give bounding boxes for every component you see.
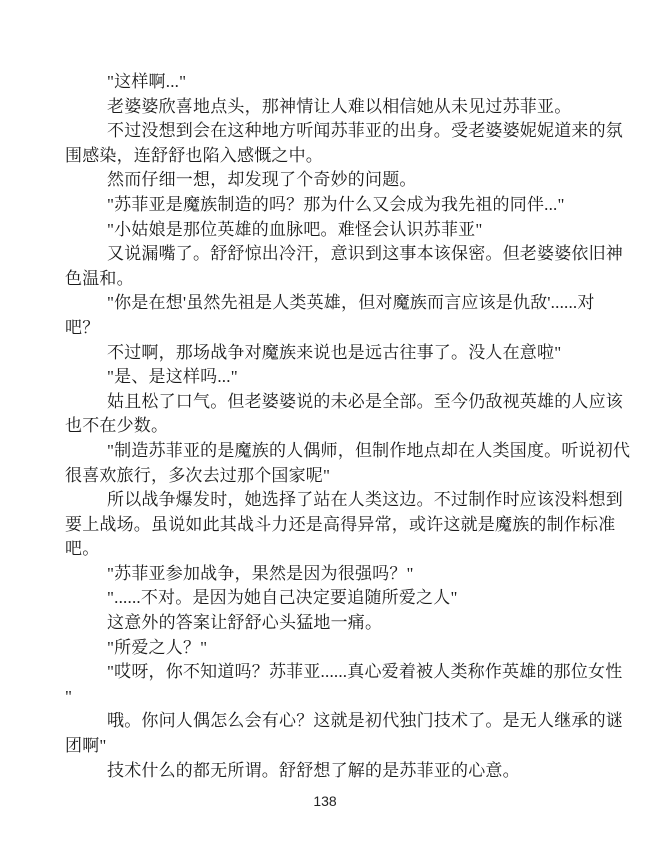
- text-line: 围感染，连舒舒也陷入感慨之中。: [65, 145, 323, 165]
- page-number: 138: [313, 793, 337, 809]
- text-line: "小姑娘是那位英雄的血脉吧。难怪会认识苏菲亚": [107, 219, 483, 239]
- text-line: 色温和。: [65, 268, 134, 288]
- text-line: "制造苏菲亚的是魔族的人偶师，但制作地点却在人类国度。听说初代: [107, 440, 631, 460]
- text-line: "哎呀，你不知道吗？苏菲亚......真心爱着被人类称作英雄的那位女性: [107, 662, 623, 682]
- text-line: 然而仔细一想，却发现了个奇妙的问题。: [107, 170, 417, 190]
- text-line: 姑且松了口气。但老婆婆说的未必是全部。至今仍敌视英雄的人应该: [107, 391, 623, 411]
- text-line: ": [65, 686, 73, 706]
- text-line: 不过没想到会在这种地方听闻苏菲亚的出身。受老婆婆妮妮道来的氛: [107, 121, 623, 141]
- text-line: "苏菲亚参加战争，果然是因为很强吗？": [107, 563, 414, 583]
- text-line: 不过啊，那场战争对魔族来说也是远古往事了。没人在意啦": [107, 342, 562, 362]
- text-line: "苏菲亚是魔族制造的吗？那为什么又会成为我先祖的同伴...": [107, 194, 565, 214]
- text-block: [65, 70, 631, 783]
- text-line: 老婆婆欣喜地点头，那神情让人难以相信她从未见过苏菲亚。: [107, 96, 572, 116]
- text-line: 团啊": [65, 736, 107, 756]
- text-line: 所以战争爆发时，她选择了站在人类这边。不过制作时应该没料想到: [107, 490, 623, 510]
- text-line: 很喜欢旅行，多次去过那个国家呢": [65, 465, 331, 485]
- text-line: 要上战场。虽说如此其战斗力还是高得异常，或许这就是魔族的制作标准: [65, 514, 616, 534]
- text-line: "这样啊...": [107, 72, 187, 91]
- text-line: 也不在少数。: [65, 416, 169, 436]
- text-line: 又说漏嘴了。舒舒惊出冷汗，意识到这事本该保密。但老婆婆依旧神: [107, 244, 623, 264]
- text-line: 吧？: [65, 317, 100, 337]
- text-line: "......不对。是因为她自己决定要追随所爱之人": [107, 588, 458, 608]
- text-line: 技术什么的都无所谓。舒舒想了解的是苏菲亚的心意。: [107, 760, 520, 780]
- text-line: 这意外的答案让舒舒心头猛地一痛。: [107, 613, 383, 633]
- text-line: "是、是这样吗...": [107, 367, 238, 387]
- text-line: 吧。: [65, 539, 100, 559]
- text-line: "所爱之人？": [107, 637, 208, 657]
- text-line: 哦。你问人偶怎么会有心？这就是初代独门技术了。是无人继承的谜: [107, 711, 623, 731]
- text-line: "你是在想'虽然先祖是人类英雄，但对魔族而言应该是仇敌'......对: [107, 293, 595, 313]
